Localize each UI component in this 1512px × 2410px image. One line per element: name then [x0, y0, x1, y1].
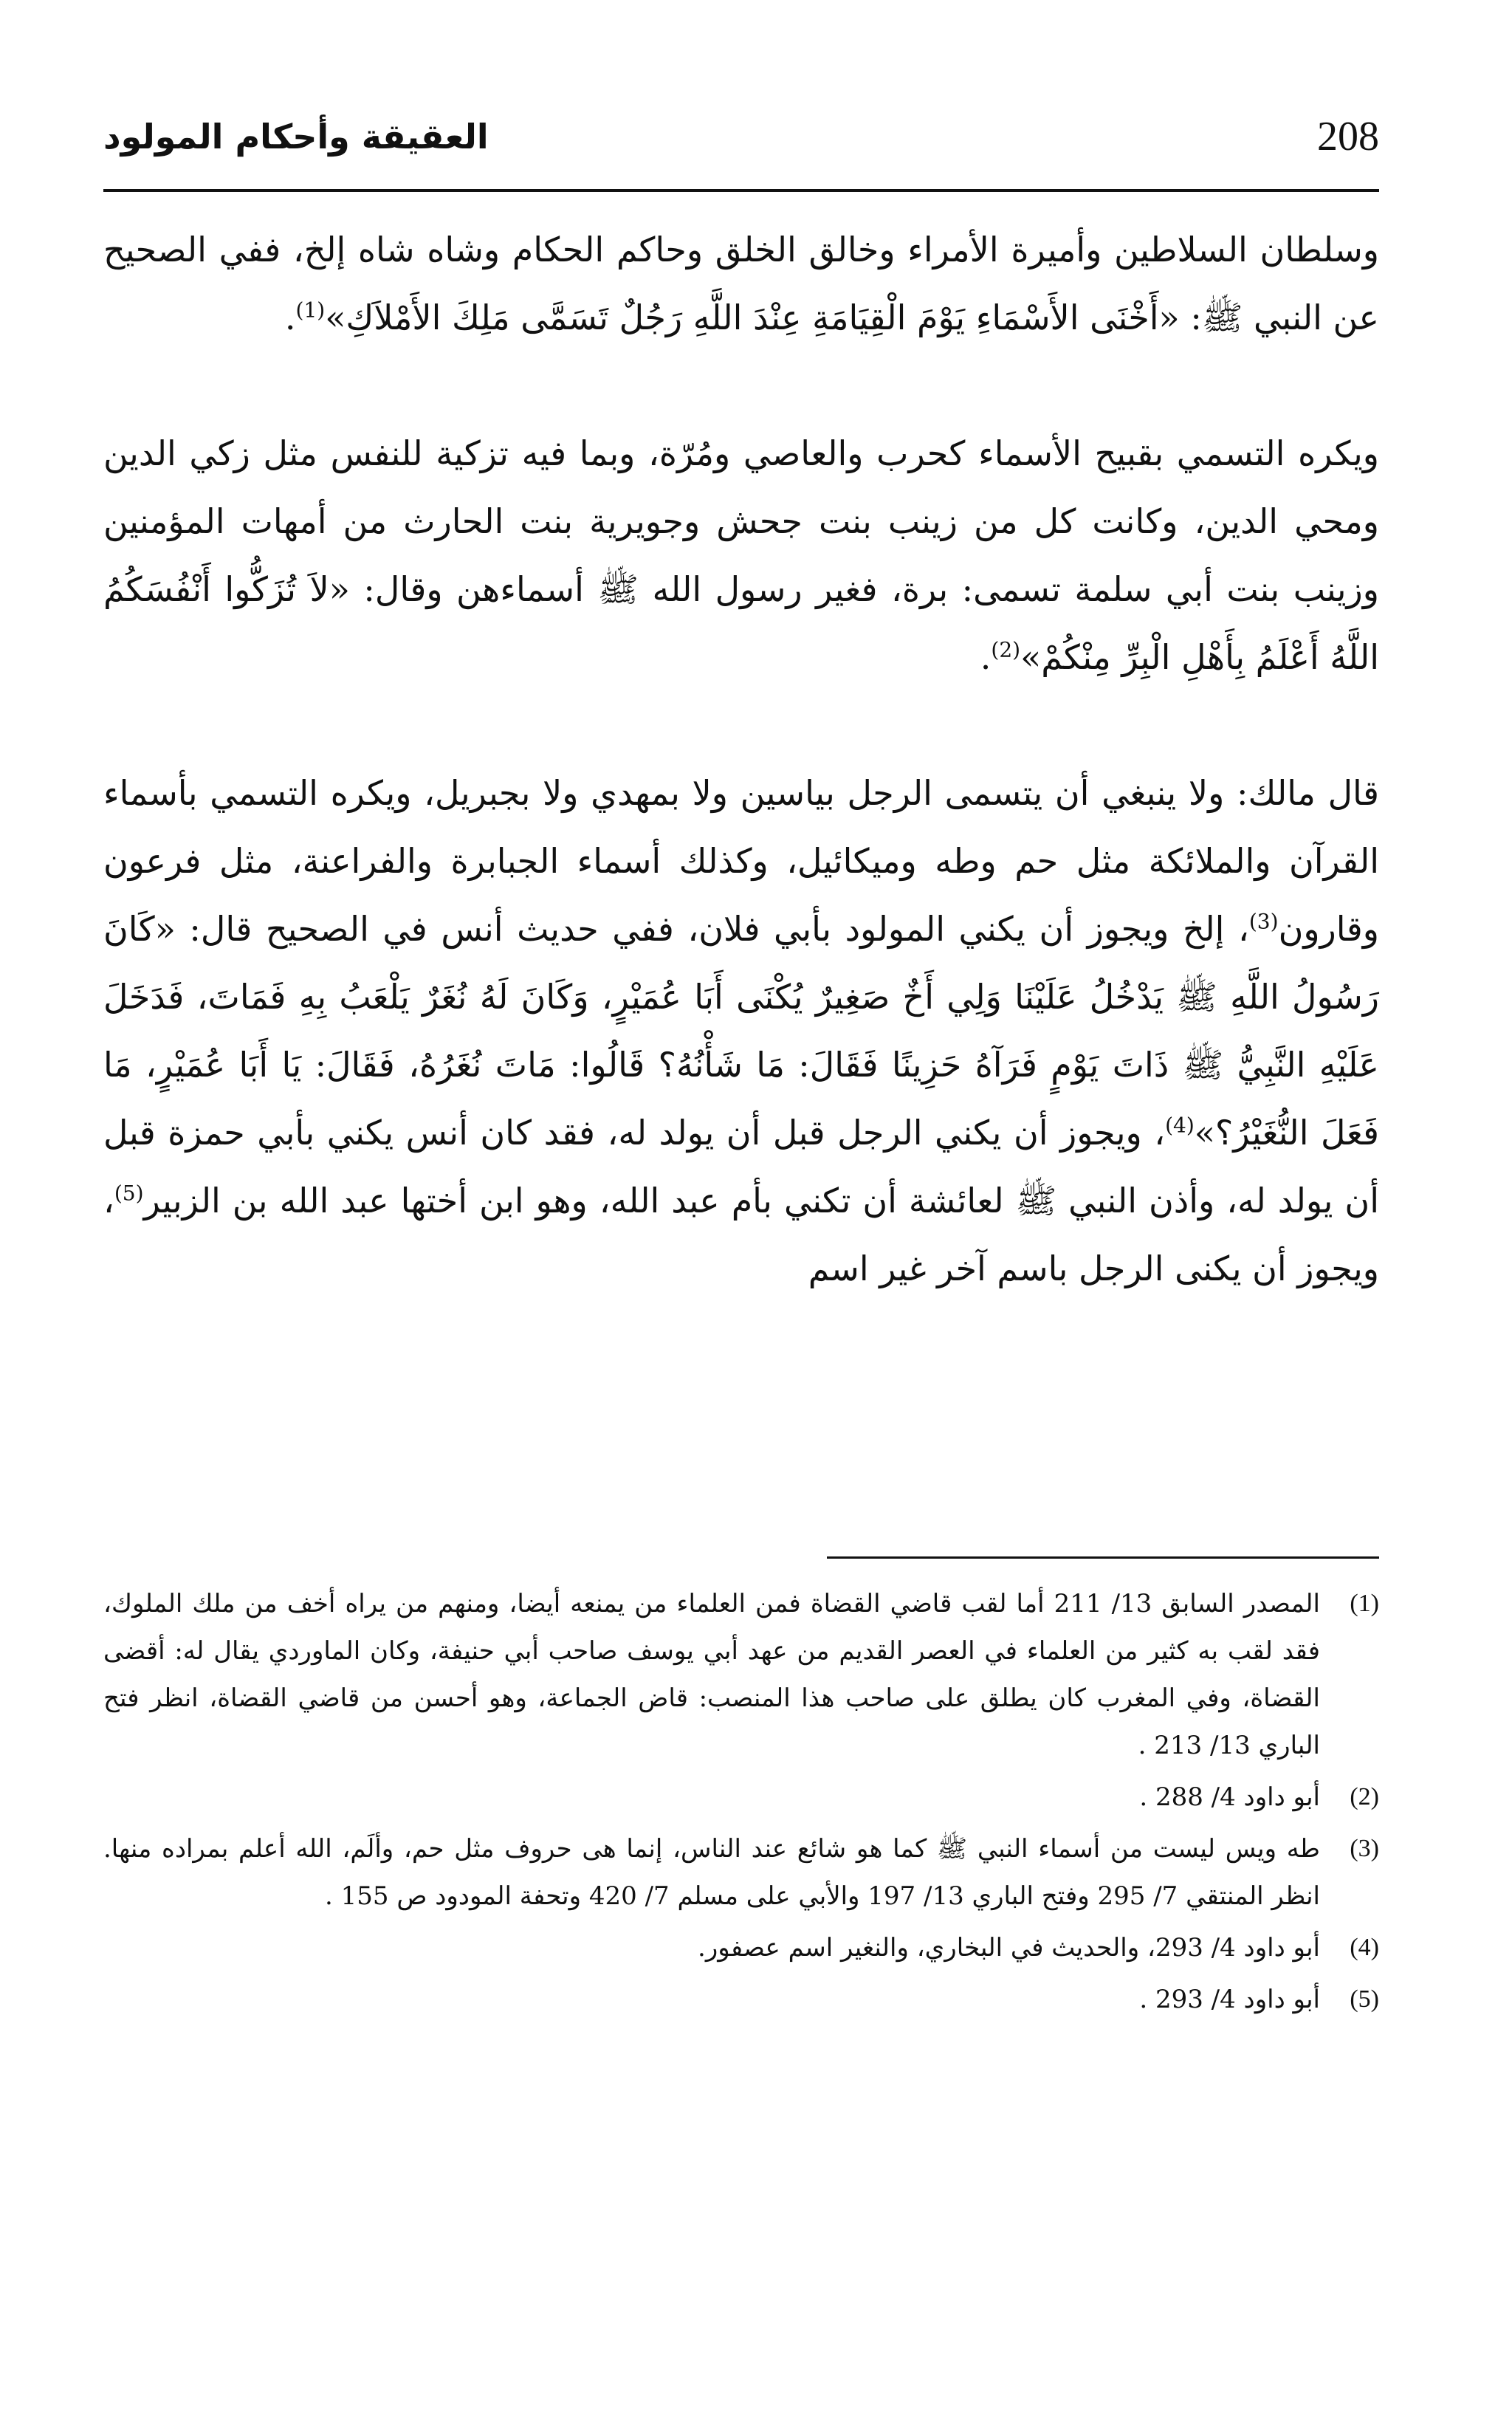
footnote-ref: (3): [1248, 909, 1279, 934]
paragraph-tail: ، ويجوز أن يكني الرجل قبل أن يولد له، فقد كان أنس يكني بأبي حمزة قبل أن يولد له، وأذن النبي ﷺ لعائشة أن تكني بأم عبد الله، وهو ابن أختها عبد الله بن الزبير: [103, 1113, 1379, 1221]
footnote-text: طه ويس ليست من أسماء النبي ﷺ كما هو شائع عند الناس، إنما هى حروف مثل حم، وألَم، الله أعلم بمراده منها. انظر المنتقي 7/ 295 وفتح الباري 13/ 197 والأبي على مسلم 7/ 420 وتحفة المودود ص 155 .: [103, 1834, 1320, 1911]
main-text: [103, 216, 1379, 1302]
paragraph-text: وسلطان السلاطين وأميرة الأمراء وخالق الخلق وحاكم الحكام وشاه شاه إلخ، ففي الصحيح عن النبي ﷺ: «أَخْنَى الأَسْمَاءِ يَوْمَ الْقِيَامَةِ عِنْدَ اللَّهِ رَجُلٌ تَسَمَّى مَلِكَ الأَمْلاَكِ»: [103, 230, 1379, 337]
paragraph-tail: .: [980, 637, 992, 677]
footnote-4: [103, 1924, 1379, 1971]
footnote-ref: (5): [114, 1181, 144, 1206]
footnote-ref: (4): [1165, 1113, 1195, 1138]
footnote-text: أبو داود 4/ 288 .: [1139, 1782, 1320, 1812]
paragraph-2: [103, 419, 1379, 691]
footnote-number: (2): [1350, 1783, 1379, 1810]
footnotes: [103, 1580, 1379, 2028]
paragraph-tail: ، إلخ ويجوز أن يكني المولود بأبي فلان، ففي حديث أنس في الصحيح قال: «كَانَ رَسُولُ اللَّهِ ﷺ يَدْخُلُ عَلَيْنَا وَلِي أَخٌ صَغِيرٌ يُكْنَى أَبَا عُمَيْرٍ، وَكَانَ لَهُ نُغَرٌ يَلْعَبُ بِهِ فَمَاتَ، فَدَخَلَ عَلَيْهِ النَّبِيُّ ﷺ ذَاتَ يَوْمٍ فَرَآهُ حَزِينًا فَقَالَ: مَا شَأْنُهُ؟ قَالُوا: مَاتَ نُغَرُهُ، فَقَالَ: يَا أَبَا عُمَيْرٍ، مَا فَعَلَ النُّغَيْرُ؟»: [103, 909, 1379, 1153]
paragraph-text: ويكره التسمي بقبيح الأسماء كحرب والعاصي ومُرّة، وبما فيه تزكية للنفس مثل زكي الدين ومحي الدين، وكانت كل من زينب بنت جحش وجويرية بنت الحارث من أمهات المؤمنين وزينب بنت أبي سلمة تسمى: برة، فغير رسول الله ﷺ أسماءهن وقال: «لاَ تُزَكُّوا أَنْفُسَكُمُ اللَّهُ أَعْلَمُ بِأَهْلِ الْبِرِّ مِنْكُمْ»: [103, 433, 1379, 677]
header-rule: [103, 189, 1379, 192]
footnote-number: (4): [1350, 1934, 1379, 1961]
paragraph-1: [103, 216, 1379, 351]
footnote-separator: [827, 1556, 1379, 1559]
paragraph-tail: .: [284, 298, 296, 337]
paragraph-3: [103, 759, 1379, 1302]
footnote-number: (1): [1350, 1590, 1379, 1617]
running-head: العقيقة وأحكام المولود: [103, 117, 489, 157]
footnote-1: [103, 1580, 1379, 1769]
footnote-2: [103, 1774, 1379, 1821]
footnote-number: (5): [1350, 1985, 1379, 2013]
paragraph-tail: ، ويجوز أن يكنى الرجل باسم آخر غير اسم: [103, 1181, 1379, 1288]
footnote-text: أبو داود 4/ 293 .: [1139, 1985, 1320, 2014]
page-number: 208: [1317, 114, 1379, 159]
paragraph-text: قال مالك: ولا ينبغي أن يتسمى الرجل بياسين ولا بمهدي ولا بجبريل، ويكره التسمي بأسماء القرآن والملائكة مثل حم وطه وميكائيل، وكذلك أسماء الجبابرة والفراعنة، مثل فرعون وقارون: [103, 773, 1379, 949]
page-header: [103, 103, 1379, 170]
footnote-5: [103, 1976, 1379, 2023]
footnote-text: أبو داود 4/ 293، والحديث في البخاري، والنغير اسم عصفور.: [698, 1933, 1320, 1963]
footnote-3: [103, 1825, 1379, 1920]
footnote-ref: (1): [295, 298, 326, 323]
footnote-number: (3): [1350, 1835, 1379, 1862]
footnote-ref: (2): [991, 637, 1021, 662]
footnote-text: المصدر السابق 13/ 211 أما لقب قاضي القضاة فمن العلماء من يمنعه أيضا، ومنهم من يراه أخف من ملك الملوك، فقد لقب به كثير من العلماء في العصر القديم من عهد أبي يوسف صاحب أبي حنيفة، وكان الماوردي يقال له: أقضى القضاة، وفي المغرب كان يطلق على صاحب هذا المنصب: قاض الجماعة، وهو أحسن من قاضي القضاة، انظر فتح الباري 13/ 213 .: [103, 1589, 1320, 1760]
